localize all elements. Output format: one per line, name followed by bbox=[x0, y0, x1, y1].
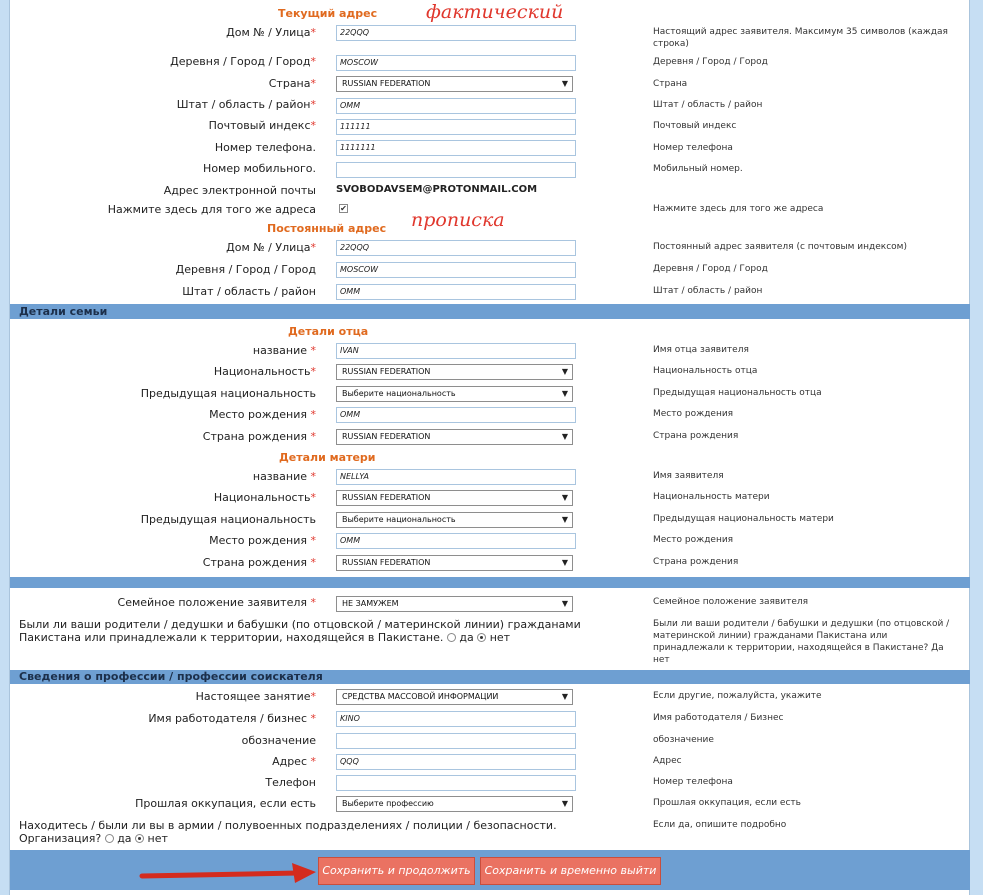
f-bcountry-hint: Страна рождения bbox=[653, 431, 739, 441]
past-occ-select[interactable]: Выберите профессию ▼ bbox=[336, 796, 573, 812]
m-prev-select[interactable]: Выберите национальность ▼ bbox=[336, 512, 573, 528]
cur-mobile-hint: Мобильный номер. bbox=[653, 164, 743, 174]
occ-select[interactable]: СРЕДСТВА МАССОВОЙ ИНФОРМАЦИИ ▼ bbox=[336, 689, 573, 705]
f-prev-hint: Предыдущая национальность отца bbox=[653, 388, 822, 398]
designation-hint: обозначение bbox=[653, 735, 714, 745]
f-name-input[interactable]: IVAN bbox=[336, 343, 576, 359]
cur-email-value: SVOBODAVSEM@PROTONMAIL.COM bbox=[336, 184, 538, 195]
work-phone-input[interactable] bbox=[336, 775, 576, 791]
m-bcountry-hint: Страна рождения bbox=[653, 557, 739, 567]
m-nat-hint: Национальность матери bbox=[653, 492, 770, 502]
work-phone-label: Телефон bbox=[265, 776, 316, 789]
perm-city-hint: Деревня / Город / Город bbox=[653, 264, 768, 274]
perm-state-hint: Штат / область / район bbox=[653, 286, 763, 296]
m-prev-label: Предыдущая национальность bbox=[140, 513, 316, 526]
chevron-down-icon: ▼ bbox=[561, 432, 568, 441]
father-title: Детали отца bbox=[288, 325, 369, 338]
cur-house-input[interactable]: 22QQQ bbox=[336, 25, 576, 41]
chevron-down-icon: ▼ bbox=[561, 79, 568, 88]
same-address-checkbox[interactable]: ✔ bbox=[340, 204, 347, 213]
marital-label: Семейное положение заявителя * bbox=[117, 596, 316, 609]
designation-input[interactable] bbox=[336, 733, 576, 749]
f-bcountry-label: Страна рождения * bbox=[202, 430, 316, 443]
m-name-hint: Имя заявителя bbox=[653, 471, 724, 481]
chevron-down-icon: ▼ bbox=[561, 692, 568, 701]
f-name-label: название * bbox=[252, 344, 316, 357]
cur-zip-label: Почтовый индекс* bbox=[208, 119, 316, 132]
perm-house-input[interactable]: 22QQQ bbox=[336, 240, 576, 256]
cur-mobile-label: Номер мобильного. bbox=[203, 162, 316, 175]
annotation-actual: фактический bbox=[426, 1, 564, 23]
annotation-arrow bbox=[138, 862, 320, 886]
same-address-label: Нажмите здесь для того же адреса bbox=[107, 203, 316, 216]
cur-state-input[interactable]: OMM bbox=[336, 98, 576, 114]
cur-city-input[interactable]: MOSCOW bbox=[336, 55, 576, 71]
work-address-label: Адрес * bbox=[272, 755, 316, 768]
cur-zip-hint: Почтовый индекс bbox=[653, 121, 737, 131]
f-nat-label: Национальность* bbox=[213, 365, 316, 378]
cur-phone-input[interactable]: 1111111 bbox=[336, 140, 576, 156]
m-birth-input[interactable]: OMM bbox=[336, 533, 576, 549]
cur-country-hint: Страна bbox=[653, 79, 688, 89]
f-nat-select[interactable]: RUSSIAN FEDERATION ▼ bbox=[336, 364, 573, 380]
f-bcountry-select[interactable]: RUSSIAN FEDERATION ▼ bbox=[336, 429, 573, 445]
m-name-input[interactable]: NELLYA bbox=[336, 469, 576, 485]
marital-select[interactable]: НЕ ЗАМУЖЕМ ▼ bbox=[336, 596, 573, 612]
marital-band bbox=[10, 577, 970, 588]
same-address-hint: Нажмите здесь для того же адреса bbox=[653, 204, 824, 214]
perm-state-input[interactable]: OMM bbox=[336, 284, 576, 300]
annotation-registration: прописка bbox=[411, 209, 505, 231]
f-prev-label: Предыдущая национальность bbox=[140, 387, 316, 400]
m-bcountry-select[interactable]: RUSSIAN FEDERATION ▼ bbox=[336, 555, 573, 571]
occ-hint: Если другие, пожалуйста, укажите bbox=[653, 691, 822, 701]
work-phone-hint: Номер телефона bbox=[653, 777, 733, 787]
f-nat-hint: Национальность отца bbox=[653, 366, 758, 376]
cur-state-label: Штат / область / район* bbox=[176, 98, 316, 111]
cur-email-label: Адрес электронной почты bbox=[163, 184, 316, 197]
pakistan-question: Были ли ваши родители / дедушки и бабушки (по отцовской / материнской линии) гражданами Пакистана или принадлежали к территории, находящейся в Пакистане. да нет bbox=[19, 618, 581, 644]
perm-city-input[interactable]: MOSCOW bbox=[336, 262, 576, 278]
right-margin bbox=[970, 0, 983, 895]
chevron-down-icon: ▼ bbox=[561, 799, 568, 808]
work-address-hint: Адрес bbox=[653, 756, 682, 766]
past-occ-label: Прошлая оккупация, если есть bbox=[135, 797, 316, 810]
f-birth-input[interactable]: OMM bbox=[336, 407, 576, 423]
f-prev-select[interactable]: Выберите национальность ▼ bbox=[336, 386, 573, 402]
family-band: Детали семьи bbox=[10, 304, 970, 319]
pakistan-hint: Были ли ваши родители / бабушки и дедушки (по отцовской / материнской линии) гражданами Пакистана или принадлежали к территории, находящейся в Пакистане? Да нет bbox=[653, 619, 950, 665]
cur-house-label: Дом № / Улица* bbox=[226, 26, 316, 39]
cur-zip-input[interactable]: 111111 bbox=[336, 119, 576, 135]
occ-label: Настоящее занятие* bbox=[195, 690, 316, 703]
designation-label: обозначение bbox=[241, 734, 316, 747]
profession-band: Сведения о профессии / профессии соискателя bbox=[10, 670, 970, 684]
cur-phone-hint: Номер телефона bbox=[653, 143, 733, 153]
save-exit-button[interactable]: Сохранить и временно выйти bbox=[480, 857, 661, 885]
pakistan-yes-radio[interactable] bbox=[447, 633, 456, 642]
save-continue-button[interactable]: Сохранить и продолжить bbox=[318, 857, 475, 885]
m-prev-hint: Предыдущая национальность матери bbox=[653, 514, 834, 524]
past-occ-hint: Прошлая оккупация, если есть bbox=[653, 798, 801, 808]
cur-house-hint: Настоящий адрес заявителя. Максимум 35 символов (каждая строка) bbox=[653, 27, 948, 49]
cur-country-select[interactable]: RUSSIAN FEDERATION ▼ bbox=[336, 76, 573, 92]
m-bcountry-label: Страна рождения * bbox=[202, 556, 316, 569]
army-yes-label: да bbox=[117, 832, 132, 845]
current-address-title: Текущий адрес bbox=[278, 7, 378, 20]
army-hint: Если да, опишите подробно bbox=[653, 820, 787, 830]
perm-state-label: Штат / область / район bbox=[182, 285, 316, 298]
chevron-down-icon: ▼ bbox=[561, 558, 568, 567]
m-nat-select[interactable]: RUSSIAN FEDERATION ▼ bbox=[336, 490, 573, 506]
emp-label: Имя работодателя / бизнес * bbox=[148, 712, 316, 725]
pakistan-no-radio[interactable] bbox=[477, 633, 486, 642]
chevron-down-icon: ▼ bbox=[561, 515, 568, 524]
army-question: Находитесь / были ли вы в армии / полувоенных подразделениях / полиции / безопасности. Организация? да нет bbox=[19, 819, 557, 845]
m-birth-label: Место рождения * bbox=[209, 534, 316, 547]
work-address-input[interactable]: QQQ bbox=[336, 754, 576, 770]
perm-city-label: Деревня / Город / Город bbox=[175, 263, 316, 276]
cur-state-hint: Штат / область / район bbox=[653, 100, 763, 110]
chevron-down-icon: ▼ bbox=[561, 493, 568, 502]
cur-phone-label: Номер телефона. bbox=[214, 141, 316, 154]
f-birth-hint: Место рождения bbox=[653, 409, 734, 419]
emp-input[interactable]: KINO bbox=[336, 711, 576, 727]
army-no-label: нет bbox=[147, 832, 168, 845]
pakistan-no-label: нет bbox=[489, 631, 511, 644]
pakistan-yes-label: да bbox=[459, 631, 474, 644]
f-name-hint: Имя отца заявителя bbox=[653, 345, 749, 355]
emp-hint: Имя работодателя / Бизнес bbox=[653, 713, 784, 723]
cur-country-label: Страна* bbox=[268, 77, 316, 90]
chevron-down-icon: ▼ bbox=[561, 367, 568, 376]
army-no-radio[interactable] bbox=[135, 834, 144, 843]
perm-house-label: Дом № / Улица* bbox=[226, 241, 316, 254]
f-birth-label: Место рождения * bbox=[209, 408, 316, 421]
chevron-down-icon: ▼ bbox=[561, 389, 568, 398]
perm-house-hint: Постоянный адрес заявителя (с почтовым индексом) bbox=[653, 242, 907, 252]
chevron-down-icon: ▼ bbox=[561, 599, 568, 608]
cur-mobile-input[interactable] bbox=[336, 162, 576, 178]
cur-city-hint: Деревня / Город / Город bbox=[653, 57, 768, 67]
m-birth-hint: Место рождения bbox=[653, 535, 734, 545]
mother-title: Детали матери bbox=[279, 451, 376, 464]
army-yes-radio[interactable] bbox=[105, 834, 114, 843]
cur-city-label: Деревня / Город / Город* bbox=[170, 55, 316, 68]
marital-hint: Семейное положение заявителя bbox=[653, 597, 809, 607]
m-name-label: название * bbox=[252, 470, 316, 483]
permanent-address-title: Постоянный адрес bbox=[267, 222, 387, 235]
m-nat-label: Национальность* bbox=[213, 491, 316, 504]
